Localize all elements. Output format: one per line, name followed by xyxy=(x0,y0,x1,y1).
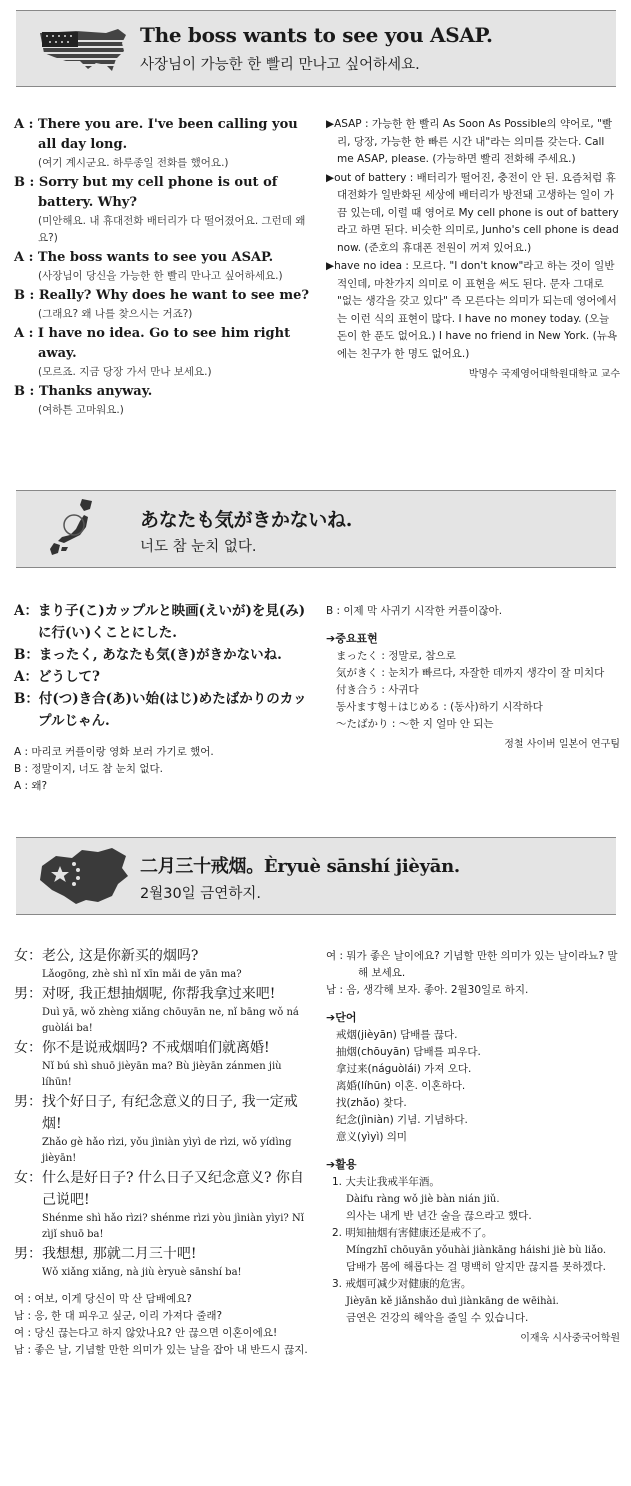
japanese-banner xyxy=(16,490,616,568)
dialogue-line: B : Thanks anyway. (여하튼 고마워요.) xyxy=(14,384,153,416)
vocab-item: 〜たばかり : 〜한 지 얼마 안 되는 xyxy=(336,718,494,730)
japanese-credit: 정철 사이버 일본어 연구팀 xyxy=(504,739,620,750)
dialogue-line: B : Really? Why does he want to see me? (그래요? 왜 나를 찾으시는 거죠?) xyxy=(14,288,309,320)
korean-line: B : 정말이지, 너도 참 눈치 없다. xyxy=(14,763,164,775)
dialogue-line: 女：什么是好日子? 什么日子又纪念意义? 你自己说吧! Shénme shì hǎo rìzi? shénme rìzi yòu jìniàn yìyi? Nǐ zìjǐ shuō ba! xyxy=(14,1170,304,1240)
chinese-subtitle: 2월30일 금연하지. xyxy=(140,886,261,902)
korean-line: 여 : 여보, 이게 당신이 막 산 담배예요? xyxy=(14,1293,192,1305)
usage-item: 2. 明知抽烟有害健康还是戒不了。 Míngzhī chōuyān yǒuhài jiànkāng háishi jiè bù liǎo. 담배가 몸에 해롭다는 걸 명백히 알지만 끊지를 못하겠다. xyxy=(332,1227,607,1273)
usage-item: 1. 大夫让我戒半年酒。 Dàifu ràng wǒ jiè bàn nián jiǔ. 의사는 내게 반 년간 술을 끊으라고 했다. xyxy=(332,1176,532,1222)
vocab-item: 离婚(líhūn) 이혼. 이혼하다. xyxy=(336,1080,466,1092)
dialogue-line: A : The boss wants to see you ASAP. (사장님이 당신을 가능한 한 빨리 만나고 싶어하세요.) xyxy=(14,250,283,282)
vocab-heading: ➔단어 xyxy=(326,1011,357,1024)
japanese-notes xyxy=(326,603,620,755)
vocab-item: 纪念(jìniàn) 기념. 기념하다. xyxy=(336,1114,468,1126)
chinese-dialogue xyxy=(14,945,310,1359)
english-dialogue xyxy=(14,115,314,420)
vocab-item: 拿过来(náguòlái) 가져 오다. xyxy=(336,1063,472,1075)
vocab-item: 找(zhǎo) 찾다. xyxy=(336,1097,407,1109)
korean-line: 여 : 뭐가 좋은 날이에요? 기념할 만한 의미가 있는 날이라뇨? 말해 보세요. xyxy=(326,950,618,979)
english-banner xyxy=(16,10,616,87)
dialogue-line: 男：对呀, 我正想抽烟呢, 你帮我拿过来吧! Duì yā, wǒ zhèng xiǎng chōuyān ne, nǐ bāng wǒ ná guòlái ba! xyxy=(14,986,299,1034)
vocab-item: 気がきく : 눈치가 빠르다, 자잘한 데까지 생각이 잘 미치다 xyxy=(336,667,605,679)
chinese-banner xyxy=(16,837,616,915)
vocab-item: 付き合う : 사귀다 xyxy=(336,684,419,696)
note-item: ▶out of battery : 배터리가 떨어진, 충전이 안 된. 요즘처럼 휴대전화가 일반화된 세상에 배터리가 방전돼 고생하는 일이 가끔 있는데, 이럴 때 영어로 My cell phone is out of battery라고 하면 된다. 비슷한 의미로, Junho's cell phone is dead now. (준호의 휴대폰 전원이 꺼져 있어요.) xyxy=(326,171,619,254)
korean-line: B : 이제 막 사귀기 시작한 커플이잖아. xyxy=(326,605,503,617)
japan-map-icon xyxy=(46,497,108,561)
english-section xyxy=(0,0,631,470)
chinese-section xyxy=(0,815,631,1486)
english-subtitle: 사장님이 가능한 한 빨리 만나고 싶어하세요. xyxy=(140,57,420,73)
vocab-item: 意义(yìyì) 의미 xyxy=(336,1131,408,1143)
usage-item: 3. 戒烟可减少对健康的危害。 Jièyān kě jiǎnshǎo duì jiànkāng de wēihài. 금연은 건강의 해악을 줄일 수 있습니다. xyxy=(332,1278,559,1324)
korean-line: 여 : 당신 끊는다고 하지 않았나요? 안 끊으면 이혼이에요! xyxy=(14,1327,278,1339)
vocab-item: 戒烟(jièyān) 담배를 끊다. xyxy=(336,1029,458,1041)
korean-line: 남 : 응, 한 대 피우고 싶군, 이리 가져다 줄래? xyxy=(14,1310,223,1322)
english-credit: 박명수 국제영어대학원대학교 교수 xyxy=(468,369,620,380)
chinese-title: 二月三十戒烟。Èryuè sānshí jièyān. xyxy=(140,856,460,877)
dialogue-line: 女：你不是说戒烟吗? 不戒烟咱们就离婚! Nǐ bú shì shuō jièyān ma? Bù jièyān zánmen jiù líhūn! xyxy=(14,1040,282,1088)
japanese-title: あなたも気がきかないね. xyxy=(140,509,353,531)
usa-map-icon xyxy=(36,25,128,75)
vocab-item: まったく : 정말로, 참으로 xyxy=(336,650,456,662)
dialogue-line: 女：老公, 这是你新买的烟吗? Lǎogōng, zhè shì nǐ xīn mǎi de yān ma? xyxy=(14,948,242,980)
chinese-credit: 이재욱 시사중국어학원 xyxy=(520,1333,620,1344)
english-notes xyxy=(326,116,620,385)
dialogue-line: A : There you are. I've been calling you all day long. (여기 계시군요. 하루종일 전화를 했어요.) xyxy=(14,117,298,169)
dialogue-line: B：まったく, あなたも気(き)がきかないね. xyxy=(14,647,282,663)
japanese-subtitle: 너도 참 눈치 없다. xyxy=(140,539,257,555)
vocab-item: 抽烟(chōuyān) 담배를 피우다. xyxy=(336,1046,481,1058)
dialogue-line: A：まり子(こ)カップルと映画(えいが)を見(み)に行(い)くことにした. xyxy=(14,603,306,641)
note-item: ▶ASAP : 가능한 한 빨리 As Soon As Possible의 약어로, "빨리, 당장, 가능한 한 빠른 시간 내"라는 의미를 갖는다. Call me ASAP, please. (가능하면 빨리 전화해 주세요.) xyxy=(326,118,613,165)
korean-line: A : 마리코 커플이랑 영화 보러 가기로 했어. xyxy=(14,746,214,758)
dialogue-line: A：どうして? xyxy=(14,669,100,685)
dialogue-line: B：付(つ)き合(あ)い始(はじ)めたばかりのカップルじゃん. xyxy=(14,691,307,729)
japanese-dialogue xyxy=(14,600,309,795)
english-title: The boss wants to see you ASAP. xyxy=(140,23,493,47)
usage-heading: ➔활용 xyxy=(326,1158,357,1171)
dialogue-line: B : Sorry but my cell phone is out of battery. Why? (미안해요. 내 휴대전화 배터리가 다 떨어졌어요. 그런데 왜요?) xyxy=(14,175,306,244)
china-map-icon xyxy=(36,844,132,908)
korean-line: 남 : 좋은 날, 기념할 만한 의미가 있는 날을 잡아 내 반드시 끊지. xyxy=(14,1344,308,1356)
dialogue-line: 男：找个好日子, 有纪念意义的日子, 我一定戒烟! Zhǎo gè hǎo rìzi, yǒu jìniàn yìyì de rìzi, wǒ yídìng jièyān! xyxy=(14,1094,298,1164)
dialogue-line: A : I have no idea. Go to see him right away. (모르죠. 지금 당장 가서 만나 보세요.) xyxy=(14,326,291,378)
note-item: ▶have no idea : 모르다. "I don't know"라고 하는 것이 일반적인데, 마찬가지 의미로 이 표현을 써도 된다. 문자 그대로 "없는 생각을 갖고 있다" 즉 모른다는 의미가 되는데 영어에서는 이런 식의 표현이 많다. I have no money today. (오늘 돈이 한 푼도 없어요.) I have no friend in New York. (뉴욕에는 친구가 한 명도 없어요.) xyxy=(326,260,617,360)
japanese-section xyxy=(0,470,631,815)
dialogue-line: 男：我想想, 那就二月三十吧! Wǒ xiǎng xiǎng, nà jiù èryuè sānshí ba! xyxy=(14,1246,242,1278)
chinese-notes xyxy=(326,948,620,1349)
korean-line: 남 : 음, 생각해 보자. 좋아. 2월30일로 하지. xyxy=(326,984,529,996)
vocab-item: 동사ます형＋はじめる : (동사)하기 시작하다 xyxy=(336,701,543,713)
korean-line: A : 왜? xyxy=(14,780,48,792)
vocab-heading: ➔중요표현 xyxy=(326,632,378,645)
